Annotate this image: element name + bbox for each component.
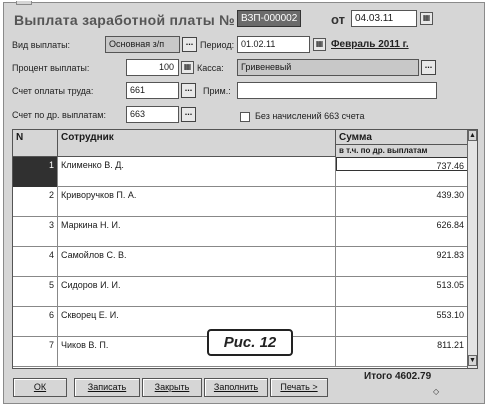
period-label: Период: — [200, 40, 235, 50]
table-row[interactable] — [13, 247, 469, 277]
percent-label: Процент выплаты: — [12, 63, 90, 73]
document-number-field[interactable]: ВЗП-000002 — [237, 10, 301, 27]
kassa-label: Касса: — [197, 63, 224, 73]
row-employee[interactable]: Маркина Н. И. — [58, 217, 336, 247]
date-label: от — [331, 12, 345, 27]
no-charge-checkbox[interactable] — [240, 112, 250, 122]
row-sum[interactable]: 737.46 — [336, 157, 469, 171]
resize-icon[interactable]: ◇ — [433, 387, 440, 396]
document-date-field[interactable]: 04.03.11 — [351, 10, 417, 27]
row-employee[interactable]: Скворец Е. И. — [58, 307, 336, 337]
period-field[interactable]: 01.02.11 — [237, 36, 310, 53]
period-link[interactable]: Февраль 2011 г. — [331, 39, 409, 50]
column-header-n[interactable]: N — [13, 130, 58, 157]
calendar-icon[interactable]: ▦ — [420, 12, 433, 25]
row-number: 4 — [13, 247, 58, 277]
save-button[interactable]: Записать — [74, 378, 140, 397]
fill-button[interactable]: Заполнить — [204, 378, 268, 397]
row-sum[interactable]: 553.10 — [336, 307, 469, 337]
percent-field[interactable]: 100 — [126, 59, 179, 76]
row-number: 5 — [13, 277, 58, 307]
kassa-select-icon[interactable]: ... — [421, 60, 436, 75]
note-field[interactable] — [237, 82, 437, 99]
kassa-field[interactable]: Гривеневый — [237, 59, 419, 76]
other-account-select-icon[interactable]: ... — [181, 107, 196, 122]
row-employee[interactable]: Чиков В. П. — [58, 337, 336, 367]
figure-label: Рис. 12 — [207, 329, 293, 356]
close-button[interactable]: Закрыть — [142, 378, 202, 397]
print-button[interactable]: Печать > — [270, 378, 328, 397]
row-employee[interactable]: Сидоров И. И. — [58, 277, 336, 307]
row-sum[interactable]: 626.84 — [336, 217, 469, 247]
account-field[interactable]: 661 — [126, 82, 179, 99]
document-title: Выплата заработной платы № — [14, 12, 236, 28]
row-number: 2 — [13, 187, 58, 217]
no-charge-label: Без начислений 663 счета — [255, 111, 365, 121]
row-sum[interactable]: 921.83 — [336, 247, 469, 277]
table-row[interactable] — [13, 187, 469, 217]
other-account-label: Счет по др. выплатам: — [12, 110, 106, 120]
percent-calculator-icon[interactable]: ▦ — [181, 61, 194, 74]
table-row[interactable] — [13, 157, 469, 187]
column-header-employee[interactable]: Сотрудник — [58, 130, 336, 157]
scroll-up-icon[interactable]: ▲ — [469, 132, 476, 139]
row-sum[interactable]: 439.30 — [336, 187, 469, 217]
window-tab-stub — [16, 1, 32, 5]
pay-type-field[interactable]: Основная з/п — [105, 36, 180, 53]
ok-button[interactable]: ОК — [13, 378, 67, 397]
payroll-window — [3, 2, 485, 404]
pay-type-select-icon[interactable]: ... — [182, 37, 197, 52]
row-number: 6 — [13, 307, 58, 337]
period-calendar-icon[interactable]: ▦ — [313, 38, 326, 51]
table-scrollbar[interactable] — [467, 130, 477, 368]
table-row[interactable] — [13, 277, 469, 307]
row-sum[interactable]: 811.21 — [336, 337, 469, 367]
column-subheader-sum: в т.ч. по др. выплатам — [336, 144, 468, 157]
note-label: Прим.: — [203, 86, 231, 96]
account-select-icon[interactable]: ... — [181, 83, 196, 98]
row-number: 7 — [13, 337, 58, 367]
pay-type-label: Вид выплаты: — [12, 40, 71, 50]
row-employee[interactable]: Криворучков П. А. — [58, 187, 336, 217]
row-number: 1 — [13, 157, 58, 187]
row-number: 3 — [13, 217, 58, 247]
row-employee[interactable]: Самойлов С. В. — [58, 247, 336, 277]
total-sum: Итого 4602.79 — [364, 371, 432, 382]
row-sum[interactable]: 513.05 — [336, 277, 469, 307]
table-row[interactable] — [13, 217, 469, 247]
other-account-field[interactable]: 663 — [126, 106, 179, 123]
column-header-sum[interactable]: Сумма — [336, 130, 469, 157]
scroll-down-icon[interactable]: ▼ — [469, 357, 476, 364]
row-employee[interactable]: Клименко В. Д. — [58, 157, 336, 187]
account-label: Счет оплаты труда: — [12, 86, 94, 96]
